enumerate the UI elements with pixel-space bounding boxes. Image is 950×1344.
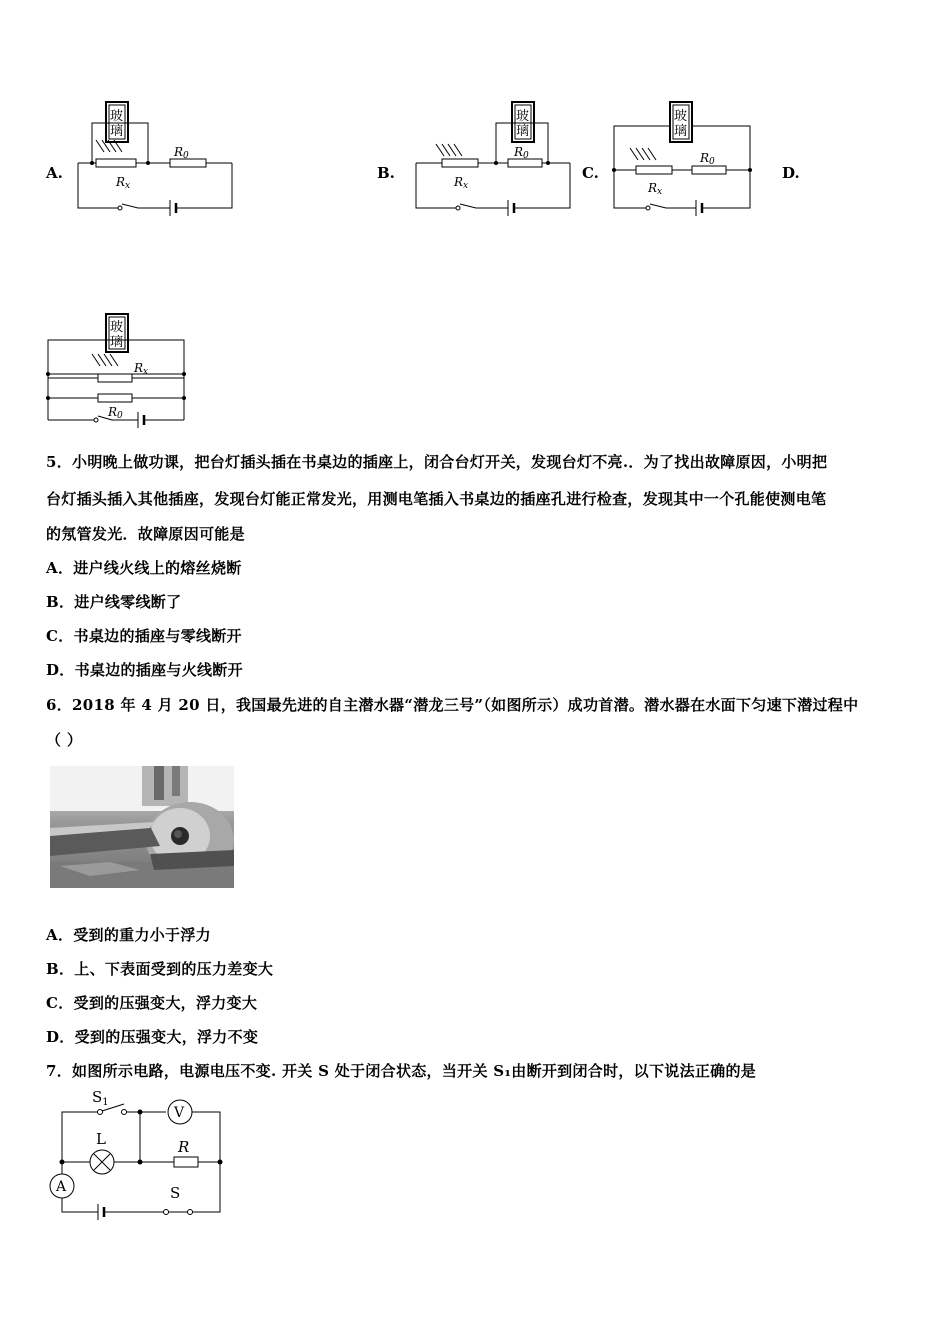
svg-text:璃: 璃 — [110, 335, 124, 350]
svg-text:V: V — [174, 1105, 185, 1121]
q6-option-b: B．上、下表面受到的压力差变大 — [46, 960, 274, 978]
svg-text:Rx: Rx — [134, 361, 149, 377]
svg-text:R: R — [178, 1138, 190, 1156]
svg-text:玻: 玻 — [516, 109, 530, 124]
q5-stem-line2: 台灯插头插入其他插座，发现台灯能正常发光，用测电笔插入书桌边的插座孔进行检查，发现其中一个孔能使测电笔 — [46, 490, 827, 508]
svg-text:璃: 璃 — [674, 124, 688, 139]
svg-text:R0: R0 — [514, 145, 529, 161]
q5-option-a: A．进户线火线上的熔丝烧断 — [46, 559, 242, 577]
svg-text:Rx: Rx — [454, 175, 469, 191]
q5-option-d: D．书桌边的插座与火线断开 — [46, 661, 243, 679]
svg-text:A: A — [56, 1179, 67, 1195]
q5-option-c: C．书桌边的插座与零线断开 — [46, 627, 242, 645]
q7-circuit-diagram — [40, 1088, 240, 1228]
svg-text:S1: $S_1$ — [92, 1088, 109, 1108]
q5-stem-line1: 5．小明晚上做功课，把台灯插头插在书桌边的插座上，闭合台灯开关，发现台灯不亮.．为了找出故障原因，小明把 — [46, 453, 828, 471]
svg-text:玻: 玻 — [110, 320, 124, 335]
q6-stem-line1: 6．2018 年 4 月 20 日，我国最先进的自主潜水器“潜龙三号”（如图所示）成功首潜。潜水器在水面下匀速下潜过程中 — [46, 696, 859, 714]
q6-stem-line2: （ ） — [46, 731, 83, 749]
svg-text:R0: R0 — [700, 151, 715, 167]
svg-text:玻: 玻 — [674, 109, 688, 124]
option-d-label: D. — [782, 164, 800, 182]
svg-text:玻: 玻 — [110, 109, 124, 124]
option-a-label: A. — [46, 164, 63, 182]
q7-stem: 7．如图所示电路，电源电压不变. 开关 S 处于闭合状态，当开关 S₁由断开到闭合时，以下说法正确的是 — [46, 1062, 757, 1080]
circuit-diagram-d — [42, 312, 192, 432]
submersible-photo — [50, 766, 234, 888]
q5-stem-line3: 的氖管发光．故障原因可能是 — [46, 525, 245, 543]
q5-option-b: B．进户线零线断了 — [46, 593, 182, 611]
q6-option-c: C．受到的压强变大，浮力变大 — [46, 994, 258, 1012]
svg-text:L: L — [96, 1130, 106, 1148]
q6-option-d: D．受到的压强变大，浮力不变 — [46, 1028, 259, 1046]
svg-text:璃: 璃 — [516, 124, 530, 139]
circuit-diagram-b — [408, 98, 578, 218]
circuit-diagram-c — [608, 98, 758, 218]
q6-option-a: A．受到的重力小于浮力 — [46, 926, 211, 944]
svg-text:R0: R0 — [174, 145, 189, 161]
svg-text:S: S — [170, 1184, 181, 1202]
svg-text:Rx: Rx — [648, 181, 663, 197]
option-c-label: C. — [582, 164, 599, 182]
option-b-label: B. — [377, 164, 395, 182]
circuit-diagram-a — [70, 98, 240, 218]
svg-text:Rx: Rx — [116, 175, 131, 191]
svg-text:R0: R0 — [108, 405, 123, 421]
svg-text:璃: 璃 — [110, 124, 124, 139]
